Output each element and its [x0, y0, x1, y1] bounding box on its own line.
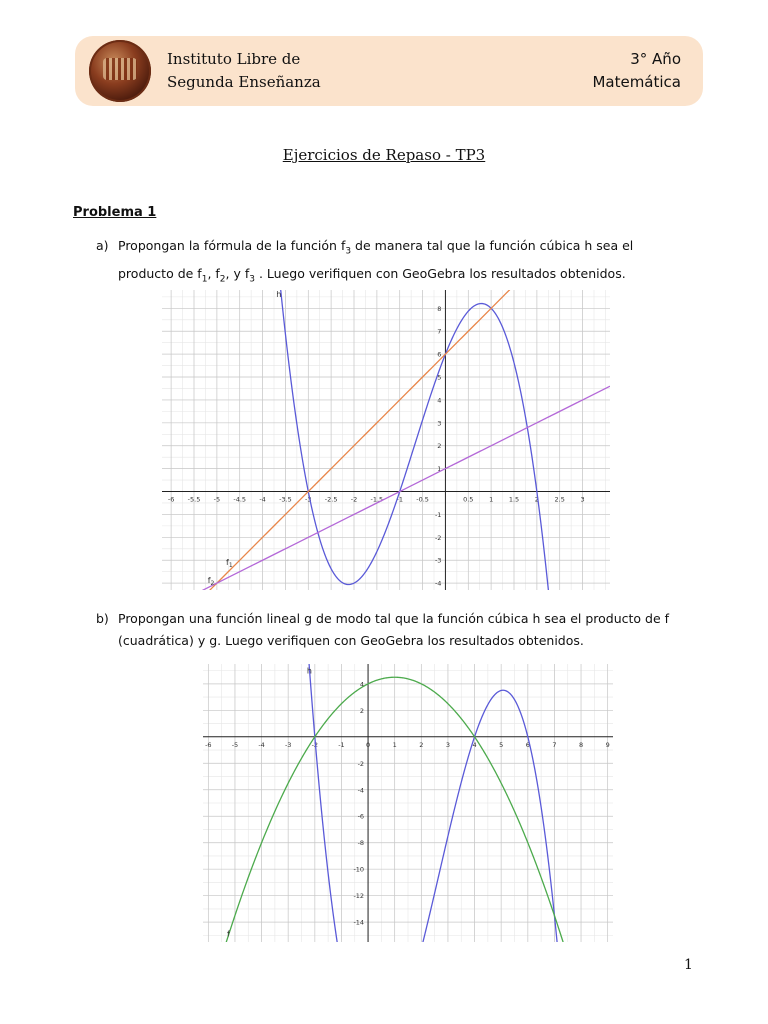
x-tick-label: 1 [489, 495, 494, 504]
x-tick-label: -0.5 [416, 495, 429, 504]
y-tick-label: 2 [359, 706, 365, 715]
x-tick-label: -6 [167, 495, 175, 504]
item-a-text: Propongan la fórmula de la función $f_3$ de manera tal que la función cúbica h sea el producto de $f_1$, $f_2$, y $f_3$ . Luego verifiquen con GeoGebra los resultados obtenidos. [118, 238, 634, 284]
x-tick-label: -4.5 [233, 495, 247, 504]
curve-h [278, 290, 550, 590]
y-tick-label: 3 [437, 419, 442, 428]
x-tick-label: 3 [580, 495, 585, 504]
y-tick-label: -3 [434, 556, 442, 565]
graph-problem-b [203, 664, 613, 942]
y-tick-label: -2 [357, 759, 365, 768]
x-tick-label: -4 [258, 740, 265, 749]
grade: 3° Año [630, 50, 681, 68]
x-tick-label: -1 [338, 740, 345, 749]
school-line2: Segunda Enseñanza [167, 73, 321, 91]
x-tick-label: 8 [578, 740, 584, 749]
x-tick-label: 5 [499, 740, 504, 749]
y-tick-label: -4 [434, 579, 442, 588]
problem-label: Problema 1 [73, 205, 157, 220]
x-tick-label: 9 [605, 740, 610, 749]
y-tick-label: -12 [353, 892, 365, 901]
y-tick-label: -14 [353, 918, 365, 927]
y-tick-label: 1 [437, 465, 442, 474]
school-logo [89, 40, 151, 102]
y-tick-label: 4 [359, 680, 365, 689]
y-tick-label: -1 [434, 510, 442, 519]
x-tick-label: 2.5 [554, 495, 565, 504]
x-tick-label: 2 [419, 740, 424, 749]
y-tick-label: 2 [437, 442, 442, 451]
x-tick-label: -6 [205, 740, 212, 749]
y-tick-label: 5 [437, 373, 442, 382]
series-label-f2: $f_2$ [207, 576, 215, 588]
y-tick-label: -10 [353, 865, 365, 874]
x-tick-label: -4 [259, 495, 266, 504]
y-tick-label: -8 [357, 839, 365, 848]
subject: Matemática [592, 73, 681, 91]
graph-problem-a [162, 290, 610, 590]
y-tick-label: 8 [437, 304, 442, 313]
series-label-f: f [226, 929, 230, 939]
school-line1: Instituto Libre de [167, 50, 301, 68]
x-tick-label: -1.5 [370, 495, 384, 504]
x-tick-label: 7 [552, 740, 557, 749]
series-label-h: h [306, 666, 312, 676]
x-tick-label: 6 [525, 740, 530, 749]
x-tick-label: -2 [350, 495, 358, 504]
x-tick-label: -3.5 [279, 495, 292, 504]
x-tick-label: 0.5 [463, 495, 474, 504]
school-name [167, 48, 321, 94]
x-tick-label: 2 [534, 495, 539, 504]
x-tick-label: -5 [231, 740, 239, 749]
y-tick-label: -4 [357, 786, 365, 795]
x-tick-label: 4 [472, 740, 477, 749]
header-banner [75, 36, 703, 106]
series-label-h: h [276, 290, 282, 299]
x-tick-label: 1.5 [508, 495, 520, 504]
x-tick-label: -1 [396, 495, 403, 504]
item-b-label: b) [96, 611, 109, 626]
x-tick-label: 0 [365, 740, 371, 749]
x-tick-label: -3 [284, 740, 292, 749]
x-tick-label: -2.5 [324, 495, 338, 504]
x-tick-label: -3 [305, 495, 312, 504]
y-tick-label: 6 [437, 350, 442, 359]
course-info [592, 48, 681, 94]
page-number: 1 [684, 957, 693, 973]
x-tick-label: -5.5 [187, 495, 201, 504]
x-tick-label: 1 [392, 740, 397, 749]
series-label-f1: $f_1$ [226, 557, 233, 569]
item-b-text: Propongan una función lineal g de modo tal que la función cúbica h sea el producto de f (cuadrática) y g. Luego verifiquen con GeoGebra los resultados obtenidos. [118, 611, 670, 648]
x-tick-label: -5 [213, 495, 221, 504]
y-tick-label: 4 [437, 396, 442, 405]
y-tick-label: -6 [357, 812, 365, 821]
x-tick-label: -2 [311, 740, 319, 749]
x-tick-label: 3 [445, 740, 451, 749]
item-a-label: a) [96, 238, 109, 253]
y-tick-label: -2 [434, 533, 442, 542]
page-title: Ejercicios de Repaso - TP3 [282, 146, 486, 164]
curve-f2 [162, 386, 610, 590]
y-tick-label: 7 [437, 327, 442, 336]
